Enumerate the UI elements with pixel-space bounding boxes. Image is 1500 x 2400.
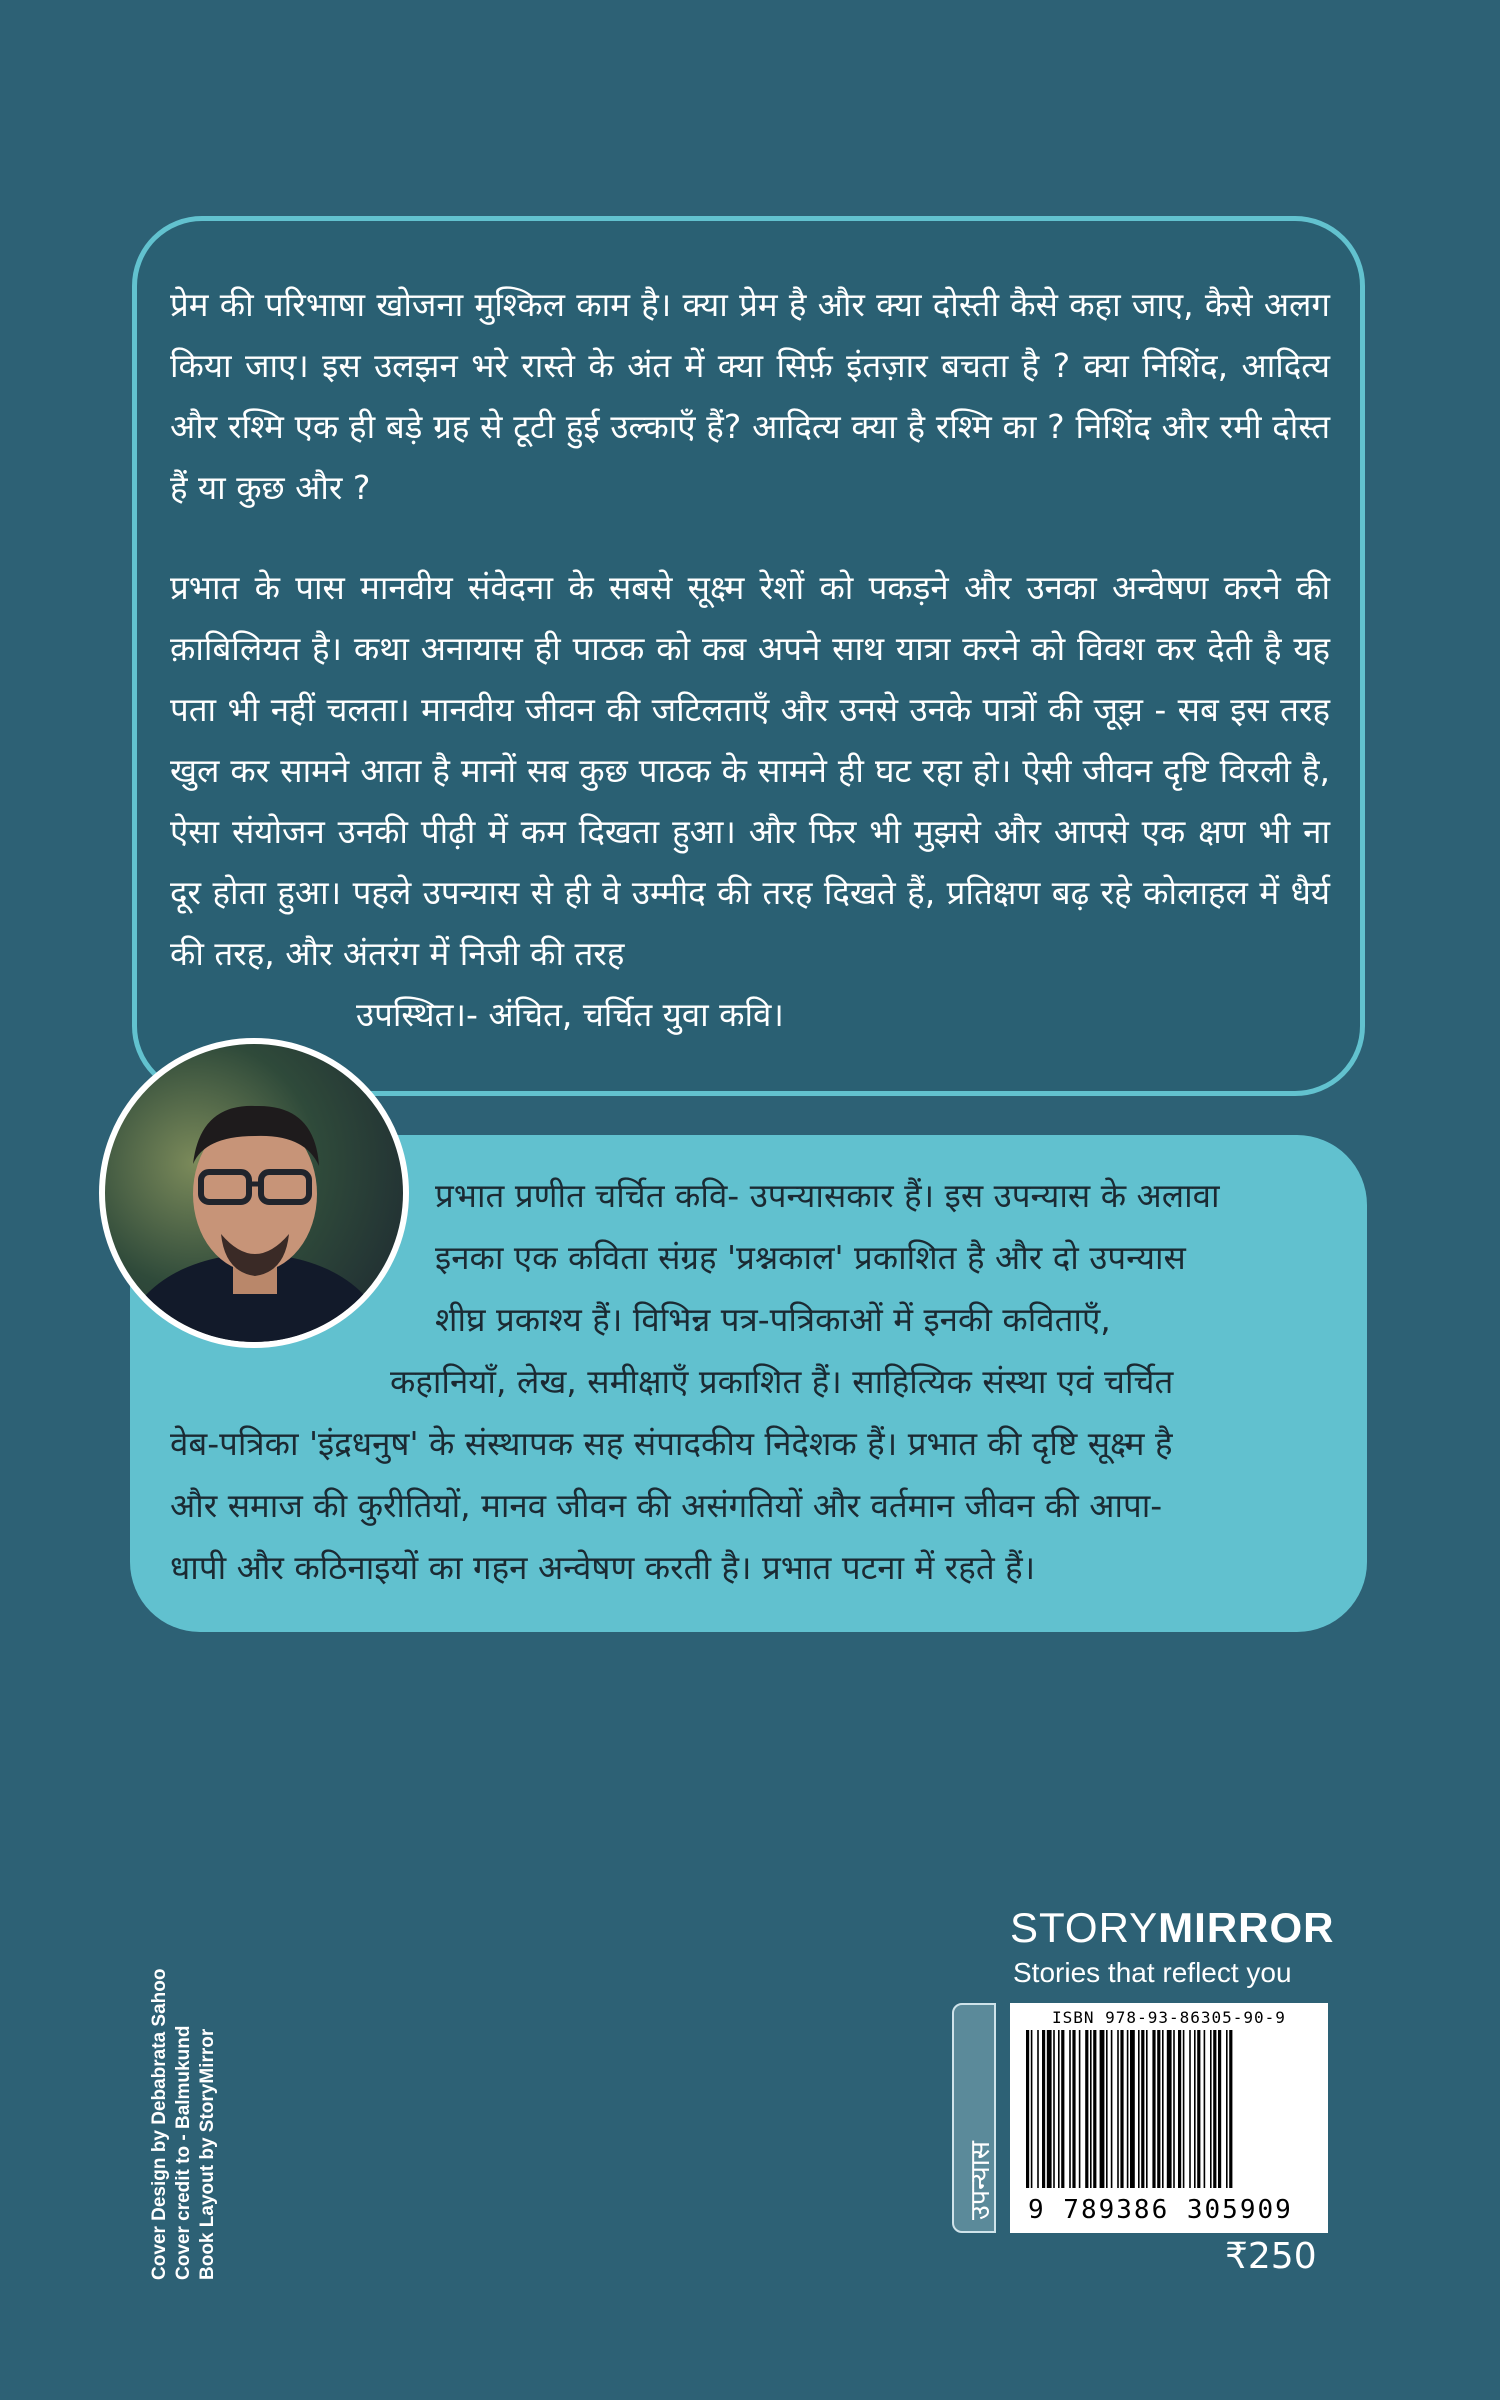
genre-label: उपन्यास (965, 2140, 996, 2220)
isbn-digits: 9 789386 305909 (1028, 2195, 1293, 2225)
isbn-label: ISBN 978-93-86305-90-9 (1052, 2008, 1286, 2027)
author-bio-line-6: और समाज की कुरीतियों, मानव जीवन की असंगतियों और वर्तमान जीवन की आपा- (170, 1486, 1163, 1525)
author-bio-line-4: कहानियाँ, लेख, समीक्षाएँ प्रकाशित हैं। साहित्यिक संस्था एवं चर्चित (390, 1362, 1174, 1401)
credit-cover-credit: Cover credit to - Balmukund (173, 2025, 194, 2280)
publisher-logo (1010, 1904, 1370, 1952)
credit-book-layout: Book Layout by StoryMirror (197, 2028, 218, 2280)
author-bio-line-2: इनका एक कविता संग्रह 'प्रश्नकाल' प्रकाशित है और दो उपन्यास (435, 1238, 1186, 1277)
blurb-paragraph-1: प्रेम की परिभाषा खोजना मुश्किल काम है। क्या प्रेम है और क्या दोस्ती कैसे कहा जाए, कैसे अलग किया जाए। इस उलझन भरे रास्ते के अंत में क्या सिर्फ़ इंतज़ार बचता है ? क्या निशिंद, आदित्य और रश्मि एक ही बड़े ग्रह से टूटी हुई उल्काएँ हैं? आदित्य क्या है रश्मि का ? निशिंद और रमी दोस्त हैं या कुछ और ? (170, 285, 1330, 507)
cover-credits (148, 1969, 220, 2280)
author-bio-line-1: प्रभात प्रणीत चर्चित कवि- उपन्यासकार हैं। इस उपन्यास के अलावा (435, 1176, 1220, 1215)
author-bio-line-7: धापी और कठिनाइयों का गहन अन्वेषण करती है। प्रभात पटना में रहते हैं। (170, 1548, 1036, 1587)
blurb-paragraph-2 (170, 557, 1330, 1045)
author-bio-line-5: वेब-पत्रिका 'इंद्रधनुष' के संस्थापक सह संपादकीय निदेशक हैं। प्रभात की दृष्टि सूक्ष्म है (170, 1424, 1173, 1463)
blurb-paragraph-2-body: प्रभात के पास मानवीय संवेदना के सबसे सूक्ष्म रेशों को पकड़ने और उनका अन्वेषण करने की क़ाबिलियत है। कथा अनायास ही पाठक को कब अपने साथ यात्रा करने को विवश कर देती है यह पता भी नहीं चलता। मानवीय जीवन की जटिलताएँ और उनसे उनके पात्रों की जूझ - सब इस तरह खुल कर सामने आता है मानों सब कुछ पाठक के सामने ही घट रहा हो। ऐसी जीवन दृष्टि विरली है, ऐसा संयोजन उनकी पीढ़ी में कम दिखता हुआ। और फिर भी मुझसे और आपसे एक क्षण भी ना दूर होता हुआ। पहले उपन्यास से ही वे उम्मीद की तरह दिखते हैं, प्रतिक्षण बढ़ रहे कोलाहल में धैर्य की तरह, और अंतरंग में निजी की तरह (170, 568, 1330, 973)
author-bio (170, 1165, 1330, 1599)
author-bio-line-3: शीघ्र प्रकाश्य हैं। विभिन्न पत्र-पत्रिकाओं में इनकी कविताएँ, (435, 1300, 1111, 1339)
barcode-icon (1018, 2030, 1318, 2190)
publisher-logo-light: STORY (1010, 1904, 1159, 1951)
blurb-attribution: उपस्थित।- अंचित, चर्चित युवा कवि। (356, 995, 784, 1034)
price: ₹250 (1225, 2236, 1317, 2277)
credit-cover-design: Cover Design by Debabrata Sahoo (149, 1968, 170, 2280)
publisher-tagline: Stories that reflect you (1013, 1957, 1292, 1988)
publisher-logo-bold: MIRROR (1158, 1904, 1335, 1951)
